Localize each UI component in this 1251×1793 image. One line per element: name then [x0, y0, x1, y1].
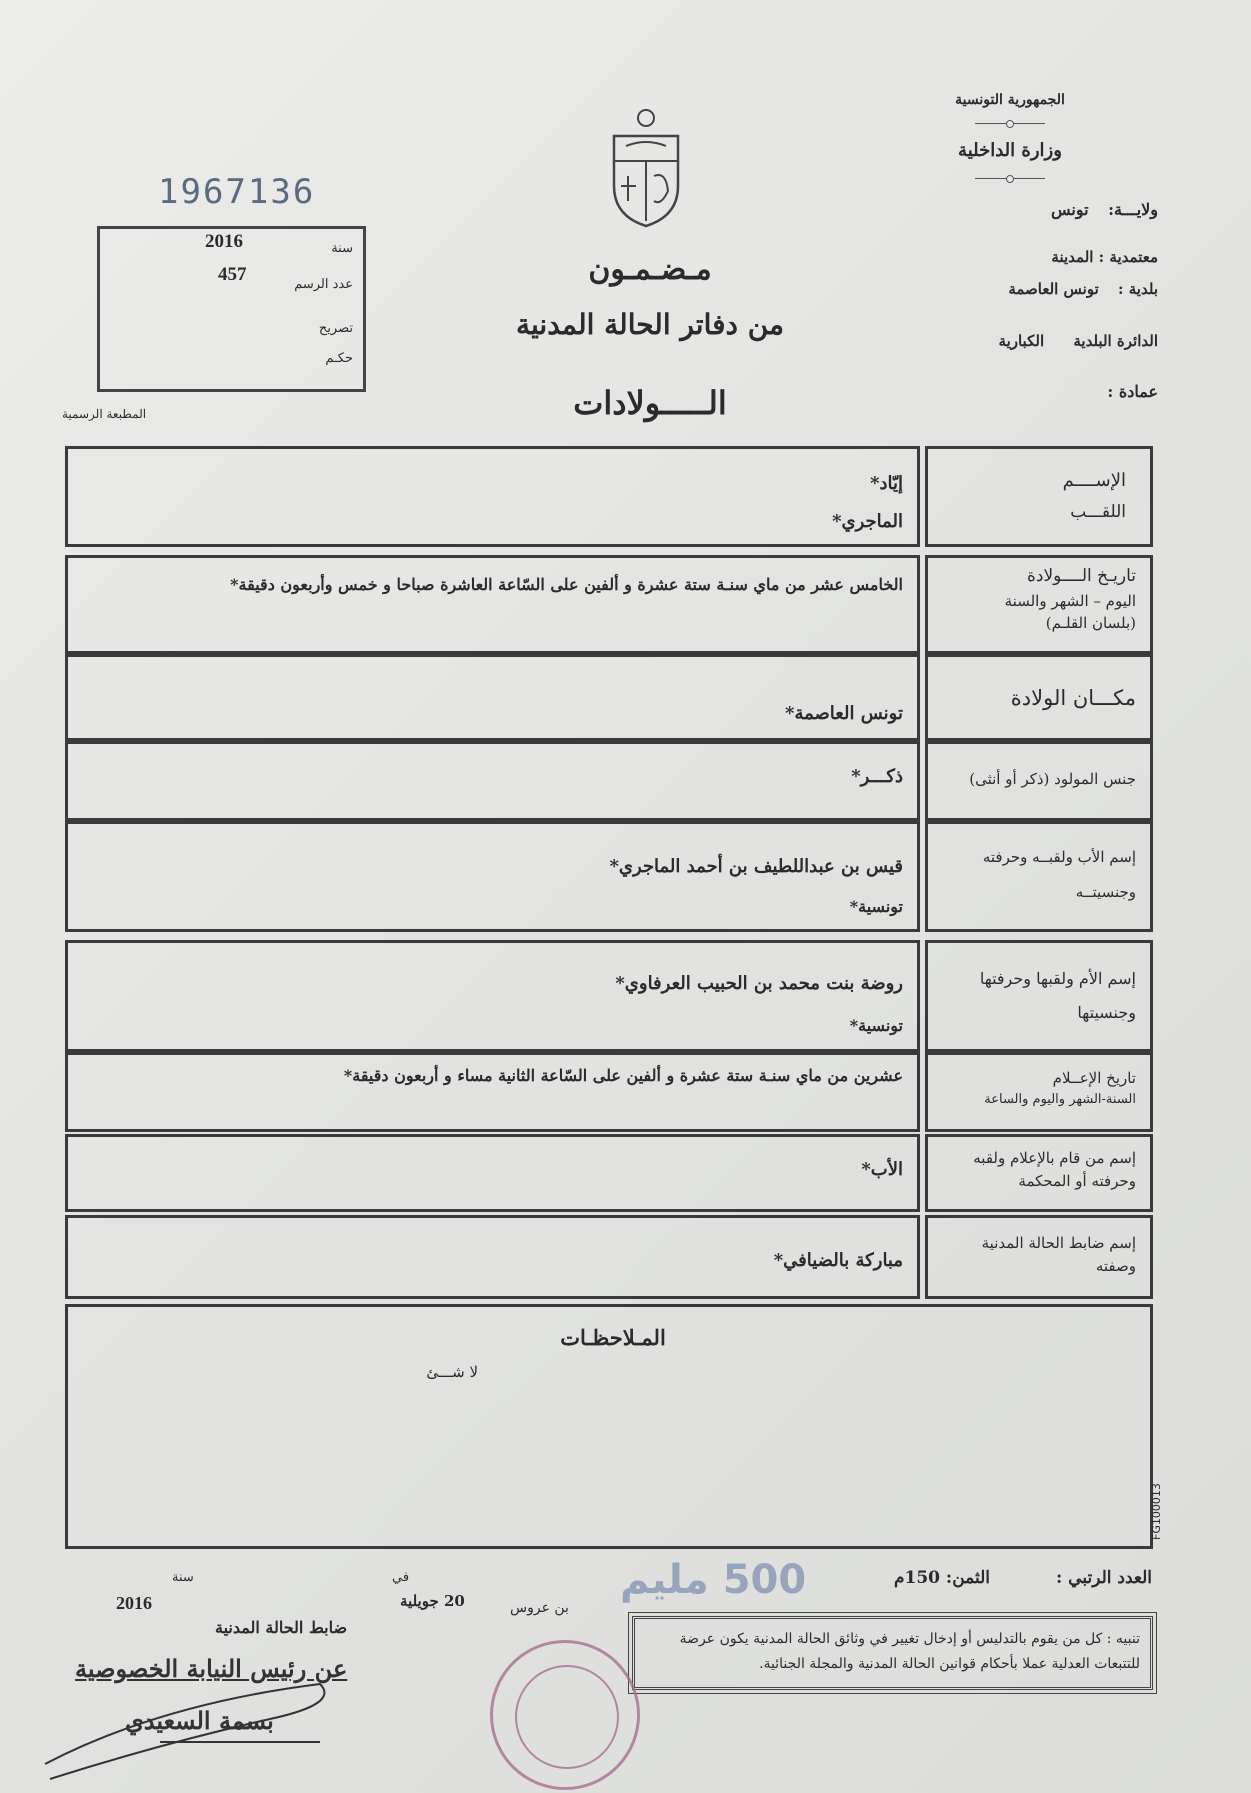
governorate-label: ولايـــة: — [1108, 200, 1158, 219]
father-name-value: قيس بن عبداللطيف بن أحمد الماجري* — [609, 856, 903, 877]
price-label: الثمن: 150م — [893, 1568, 990, 1588]
label-declaration-date: تاريخ الإعــلام — [1052, 1069, 1136, 1087]
label-birth-date-sub: اليوم – الشهر والسنة — [1004, 591, 1136, 610]
register-box — [97, 226, 366, 392]
label-declarant: إسم من قام بالإعلام ولقبه — [973, 1149, 1136, 1167]
label-first-name: الإســــم — [1062, 470, 1126, 491]
footer-place: بن عروس — [510, 1600, 569, 1616]
officer-title: ضابط الحالة المدنية — [215, 1618, 348, 1637]
label-birth-place: مكـــان الولادة — [1010, 686, 1136, 710]
delegation-value: المدينة — [1051, 248, 1094, 266]
municipality-field — [900, 280, 1158, 298]
divider — [975, 178, 1045, 179]
label-father-nationality: وجنسيتــه — [1075, 882, 1136, 901]
signature-title: عن رئيس النيابة الخصوصية — [75, 1654, 348, 1683]
remarks-box — [65, 1304, 1153, 1549]
register-year-label: سنة — [331, 241, 353, 256]
row-declarant — [65, 1134, 1153, 1212]
form-code: FG100013 — [1150, 1483, 1163, 1540]
row-officer — [65, 1215, 1153, 1299]
governorate-field — [900, 200, 1158, 219]
remarks-value: لا شـــئ — [426, 1363, 478, 1381]
row-sex — [65, 741, 1153, 821]
judgment-label: حكـم — [325, 351, 353, 366]
remarks-title: المـلاحظـات — [560, 1325, 666, 1350]
label-mother-nationality: وجنسيتها — [1077, 1003, 1136, 1022]
municipality-label: بلدية : — [1118, 280, 1158, 298]
surname-value: الماجري* — [832, 511, 903, 532]
section-title-births: الـــــولادات — [573, 384, 727, 422]
declaration-date-value: عشرين من ماي سنـة ستة عشرة و ألفين على السّاعة الثانية مساء و أربعون دقيقة* — [343, 1066, 903, 1085]
delegation-label: معتمدية : — [1098, 248, 1158, 266]
republic-label: الجمهورية التونسية — [955, 92, 1065, 108]
on-label: في — [392, 1570, 410, 1585]
warning-notice: تنبيه : كل من يقوم بالتدليس أو إدخال تغيير في وثائق الحالة المدنية يكون عرضة للتتبعات العدلية عملا بأحكام قوانين الحالة المدنية والمجلة الجنائية. — [632, 1616, 1153, 1690]
label-declaration-date-sub: السنة-الشهر واليوم والساعة — [984, 1091, 1136, 1107]
printer-label: المطبعة الرسمية — [62, 407, 147, 421]
imada-label: عمادة : — [1107, 382, 1158, 401]
district-label: الدائرة البلدية — [1073, 332, 1158, 350]
municipality-value: تونس العاصمة — [1008, 280, 1099, 298]
serial-label: العدد الرتبي : — [1055, 1568, 1152, 1588]
mother-name-value: روضة بنت محمد بن الحبيب العرفاوي* — [615, 973, 903, 994]
act-number: 457 — [218, 264, 247, 285]
row-name — [65, 446, 1153, 547]
label-in-words: (بلسان القلـم) — [1045, 614, 1136, 632]
district-field — [900, 332, 1158, 350]
row-mother — [65, 940, 1153, 1052]
row-birth-date — [65, 555, 1153, 654]
signature-name: بسمة السعيدي — [125, 1706, 274, 1735]
label-birth-date: تاريـخ الــــولادة — [1027, 566, 1136, 586]
signature-scribble-icon — [40, 1664, 340, 1784]
footer-year: 2016 — [116, 1593, 152, 1613]
label-officer: إسم ضابط الحالة المدنية — [981, 1234, 1136, 1252]
year-label: سنة — [172, 1570, 194, 1585]
act-number-label: عدد الرسم — [294, 277, 353, 292]
ministry-label: وزارة الداخلية — [958, 140, 1062, 161]
label-declarant-sub: وحرفته أو المحكمة — [1018, 1171, 1136, 1190]
label-mother: إسم الأم ولقبها وحرفتها — [979, 969, 1136, 988]
first-name-value: إيّاد* — [870, 473, 903, 494]
divider — [975, 123, 1045, 124]
price-stamp: 500 مليم — [620, 1557, 807, 1603]
row-father — [65, 821, 1153, 932]
label-sex: جنس المولود (ذكر أو أنثى) — [969, 770, 1136, 788]
title-registers: من دفاتر الحالة المدنية — [515, 308, 785, 341]
row-birth-place — [65, 654, 1153, 741]
official-seal — [490, 1640, 640, 1790]
governorate-value: تونس — [1050, 200, 1089, 219]
district-value: الكبارية — [998, 332, 1045, 350]
label-father: إسم الأب ولقبــه وحرفته — [982, 848, 1136, 866]
label-officer-sub: وصفته — [1095, 1256, 1136, 1275]
declaration-label: تصريح — [318, 321, 353, 336]
delegation-field — [900, 248, 1158, 266]
label-surname: اللقـــب — [1070, 502, 1126, 522]
father-nationality-value: تونسية* — [849, 897, 903, 916]
sex-value: ذكـــر* — [851, 766, 903, 787]
declarant-value: الأب* — [861, 1159, 903, 1180]
row-declaration-date — [65, 1052, 1153, 1132]
footer-date: 20 جويلية — [400, 1592, 465, 1610]
tunisia-coat-of-arms-icon — [606, 106, 686, 228]
register-year: 2016 — [205, 231, 243, 252]
officer-value: مباركة بالضيافي* — [773, 1250, 903, 1271]
birth-date-value: الخامس عشر من ماي سنـة ستة عشرة و ألفين على السّاعة العاشرة صباحا و خمس وأربعون دقيقة* — [230, 575, 903, 594]
birth-place-value: تونس العاصمة* — [785, 703, 903, 724]
title-extract: مـضـمـون — [588, 252, 712, 287]
mother-nationality-value: تونسية* — [849, 1016, 903, 1035]
serial-number: 1967136 — [158, 172, 316, 212]
